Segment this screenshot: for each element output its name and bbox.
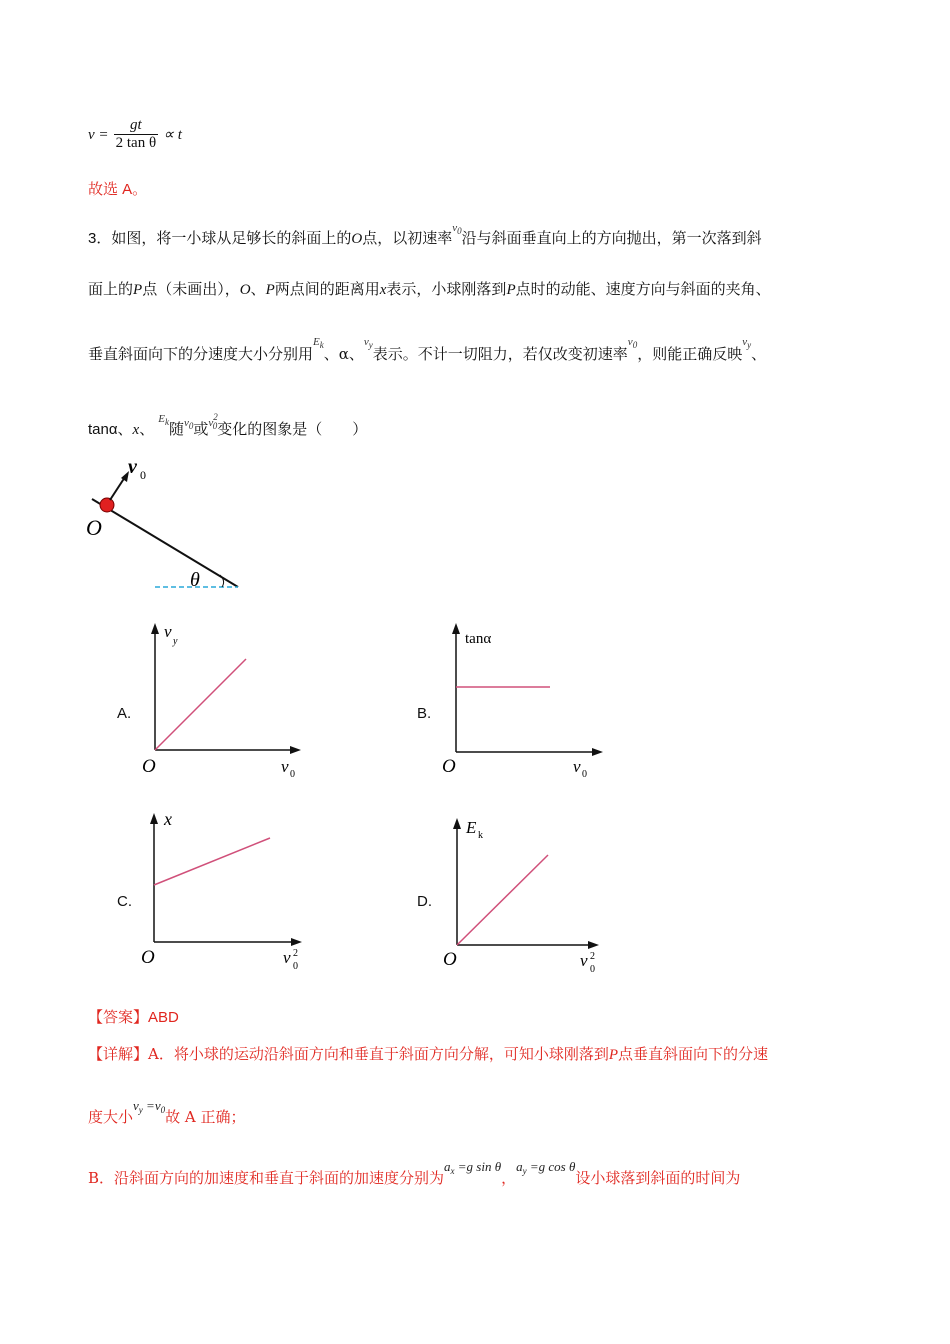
detail-line-3 — [88, 1159, 741, 1188]
detail-ay-rhs: =g cos θ — [526, 1159, 576, 1174]
q2-text-e: 表示，小球刚落到 — [386, 280, 507, 298]
q2-text-f: 点时的动能、速度方向与斜面的夹角、 — [515, 280, 771, 298]
q2-point-O: O — [239, 282, 251, 298]
detail-ay-eq — [516, 1159, 575, 1174]
q2-x: x — [379, 282, 387, 298]
q4-v0sq — [208, 412, 218, 431]
y-axis-arrow — [453, 818, 461, 829]
q4-v0sq-symbol: v — [208, 417, 214, 429]
q3-text-d: ，则能正确反映 — [637, 345, 743, 363]
question-line-3 — [88, 336, 767, 364]
detail-ay-symbol: a — [516, 1159, 523, 1174]
q4-v0sq-sub: 0 — [212, 421, 218, 431]
q3-v0-sub: 0 — [632, 340, 638, 350]
q4-v0-symbol: v — [183, 417, 189, 429]
theta-label: θ — [190, 569, 200, 591]
answer-value: ABD — [148, 1009, 179, 1026]
x-axis-label-sub: 0 — [582, 769, 587, 780]
question-line-1 — [88, 222, 762, 248]
q2-point-P3: P — [506, 282, 516, 298]
q3-text-a: 垂直斜面向下的分速度大小分别用 — [88, 345, 314, 363]
y-axis-label: v — [164, 622, 172, 641]
q3-text-e: 、 — [751, 345, 767, 363]
q3-vy-symbol: v — [363, 336, 369, 348]
question-line-2 — [88, 278, 771, 299]
detail-vy-symbol: v — [133, 1098, 139, 1113]
v0-sub-label: 0 — [140, 468, 146, 482]
x-axis-label-sub: 0 — [590, 964, 595, 975]
incline-line — [92, 499, 238, 587]
q3-Ek-symbol: E — [313, 336, 320, 348]
option-d-letter[interactable]: D. — [417, 893, 432, 910]
origin-label: O — [142, 756, 156, 777]
q3-v0 — [628, 336, 637, 348]
v0-label: v — [128, 456, 137, 478]
q1-text-a: 如图，将一小球从足够长的斜面上的 — [111, 229, 352, 247]
option-a-graph — [138, 620, 318, 785]
option-c-letter[interactable]: C. — [117, 893, 132, 910]
q2-text-d: 两点间的距离用 — [274, 280, 380, 298]
option-b-letter[interactable]: B. — [417, 705, 432, 722]
q4-Ek-symbol: E — [158, 413, 165, 425]
y-axis-label-sub: k — [478, 830, 483, 841]
detail-text-1a: A．将小球的运动沿斜面方向和垂直于斜面方向分解，可知小球刚落到 — [148, 1045, 609, 1063]
detail-line-1 — [88, 1043, 768, 1064]
q4-v0sq-sup: 2 — [213, 412, 218, 422]
q1-text-b: 点，以初速率 — [362, 229, 453, 247]
y-axis-label: tanα — [465, 631, 492, 647]
detail-text-2a: 度大小 — [88, 1108, 134, 1126]
detail-text-1b: 点垂直斜面向下的分速 — [618, 1045, 769, 1063]
question-line-4 — [88, 412, 368, 439]
q3-vy-sub: y — [368, 340, 373, 350]
y-axis-label: x — [164, 809, 172, 829]
origin-label: O — [443, 949, 457, 970]
q2-point-P2: P — [265, 282, 275, 298]
graph-line — [154, 838, 270, 885]
q3-text-c: 表示。不计一切阻力，若仅改变初速率 — [372, 345, 628, 363]
detail-vy-sub: y — [138, 1105, 143, 1115]
x-axis-arrow — [290, 746, 301, 754]
q3-vy2-symbol: v — [742, 336, 748, 348]
option-a-letter[interactable]: A. — [117, 705, 132, 722]
detail-line-2 — [88, 1098, 246, 1127]
q1-v0 — [452, 222, 461, 234]
velocity-arrow — [110, 477, 125, 500]
x-axis-arrow — [588, 941, 599, 949]
previous-answer: 故选 A。 — [88, 181, 148, 198]
question-number: 3． — [88, 230, 112, 247]
detail-comma: ， — [501, 1169, 517, 1187]
ball — [100, 498, 114, 512]
q1-point-O: O — [351, 231, 363, 247]
q3-vy — [364, 336, 373, 348]
y-axis-label: E — [466, 818, 477, 837]
q4-text-c: 、 — [139, 420, 155, 438]
detail-vy-mid: =v — [142, 1098, 161, 1113]
q4-text-d: 随 — [168, 420, 184, 438]
formula-numerator: gt — [114, 117, 159, 135]
option-c-graph — [138, 805, 318, 975]
q4-x: x — [132, 422, 140, 438]
x-axis-label: v — [281, 757, 289, 776]
detail-v0-sub: 0 — [160, 1105, 166, 1115]
answer-label: 【答案】 — [88, 1008, 149, 1026]
origin-label: O — [141, 947, 155, 968]
q2-text-a: 面上的 — [88, 280, 134, 298]
detail-text-3b: 设小球落到斜面的时间为 — [575, 1169, 741, 1187]
x-axis-label: v — [573, 757, 581, 776]
formula-denominator: 2 tan θ — [115, 135, 157, 151]
q4-v0 — [184, 417, 193, 429]
x-axis-label: v — [580, 951, 588, 970]
incline-figure — [80, 455, 260, 595]
y-axis-arrow — [452, 623, 460, 634]
q4-text-e: 或 — [193, 420, 209, 438]
q3-Ek-sub: k — [319, 340, 324, 350]
q3-Ek — [313, 336, 324, 348]
q2-point-P: P — [133, 282, 143, 298]
formula-velocity — [88, 117, 182, 152]
x-axis-label-sup: 2 — [293, 948, 298, 959]
graph-line — [457, 855, 548, 945]
q1-text-c: 沿与斜面垂直向上的方向抛出，第一次落到斜 — [461, 229, 762, 247]
q2-text-b: 点（未画出）， — [142, 280, 240, 298]
detail-label: 【详解】 — [88, 1045, 149, 1063]
q3-v0-symbol: v — [627, 336, 633, 348]
answer-line — [88, 1006, 179, 1027]
detail-ax-eq — [444, 1159, 501, 1174]
option-d-graph — [441, 805, 621, 975]
x-axis-label-sub: 0 — [290, 769, 295, 780]
detail-ax-sub: x — [450, 1166, 455, 1176]
q4-v0-sub: 0 — [188, 421, 194, 431]
detail-ax-symbol: a — [444, 1159, 451, 1174]
graph-line — [155, 659, 246, 750]
detail-ay-sub: y — [522, 1166, 527, 1176]
formula-rhs: ∝ t — [163, 127, 182, 143]
formula-lhs: v = — [88, 127, 109, 143]
q4-text-a: tanα、 — [88, 421, 133, 438]
detail-vy-eq — [133, 1098, 165, 1113]
q1-v0-symbol: v — [452, 222, 458, 234]
q4-Ek — [158, 413, 169, 425]
q3-text-b: 、α、 — [323, 345, 364, 363]
q3-vy2 — [742, 336, 751, 348]
q2-text-c: 、 — [250, 280, 266, 298]
x-axis-label: v — [283, 948, 291, 967]
origin-label: O — [442, 756, 456, 777]
q4-Ek-sub: k — [164, 417, 169, 427]
q4-text-f: 变化的图象是（ ） — [217, 420, 368, 438]
y-axis-arrow — [150, 813, 158, 824]
x-axis-label-sup: 2 — [590, 951, 595, 962]
option-b-graph — [440, 620, 620, 785]
y-axis-label-sub: y — [173, 636, 178, 647]
q3-vy2-sub: y — [747, 340, 752, 350]
y-axis-arrow — [151, 623, 159, 634]
detail-point-P: P — [608, 1047, 619, 1063]
x-axis-arrow — [592, 748, 603, 756]
q1-v0-sub: 0 — [457, 226, 462, 236]
x-axis-label-sub: 0 — [293, 961, 298, 972]
detail-text-3a: B．沿斜面方向的加速度和垂直于斜面的加速度分别为 — [88, 1169, 445, 1187]
detail-ax-rhs: =g sin θ — [454, 1159, 502, 1174]
x-axis-arrow — [291, 938, 302, 946]
detail-text-2b: 故 A 正确； — [165, 1108, 246, 1126]
formula-fraction — [114, 117, 159, 152]
origin-O-label: O — [86, 515, 102, 540]
